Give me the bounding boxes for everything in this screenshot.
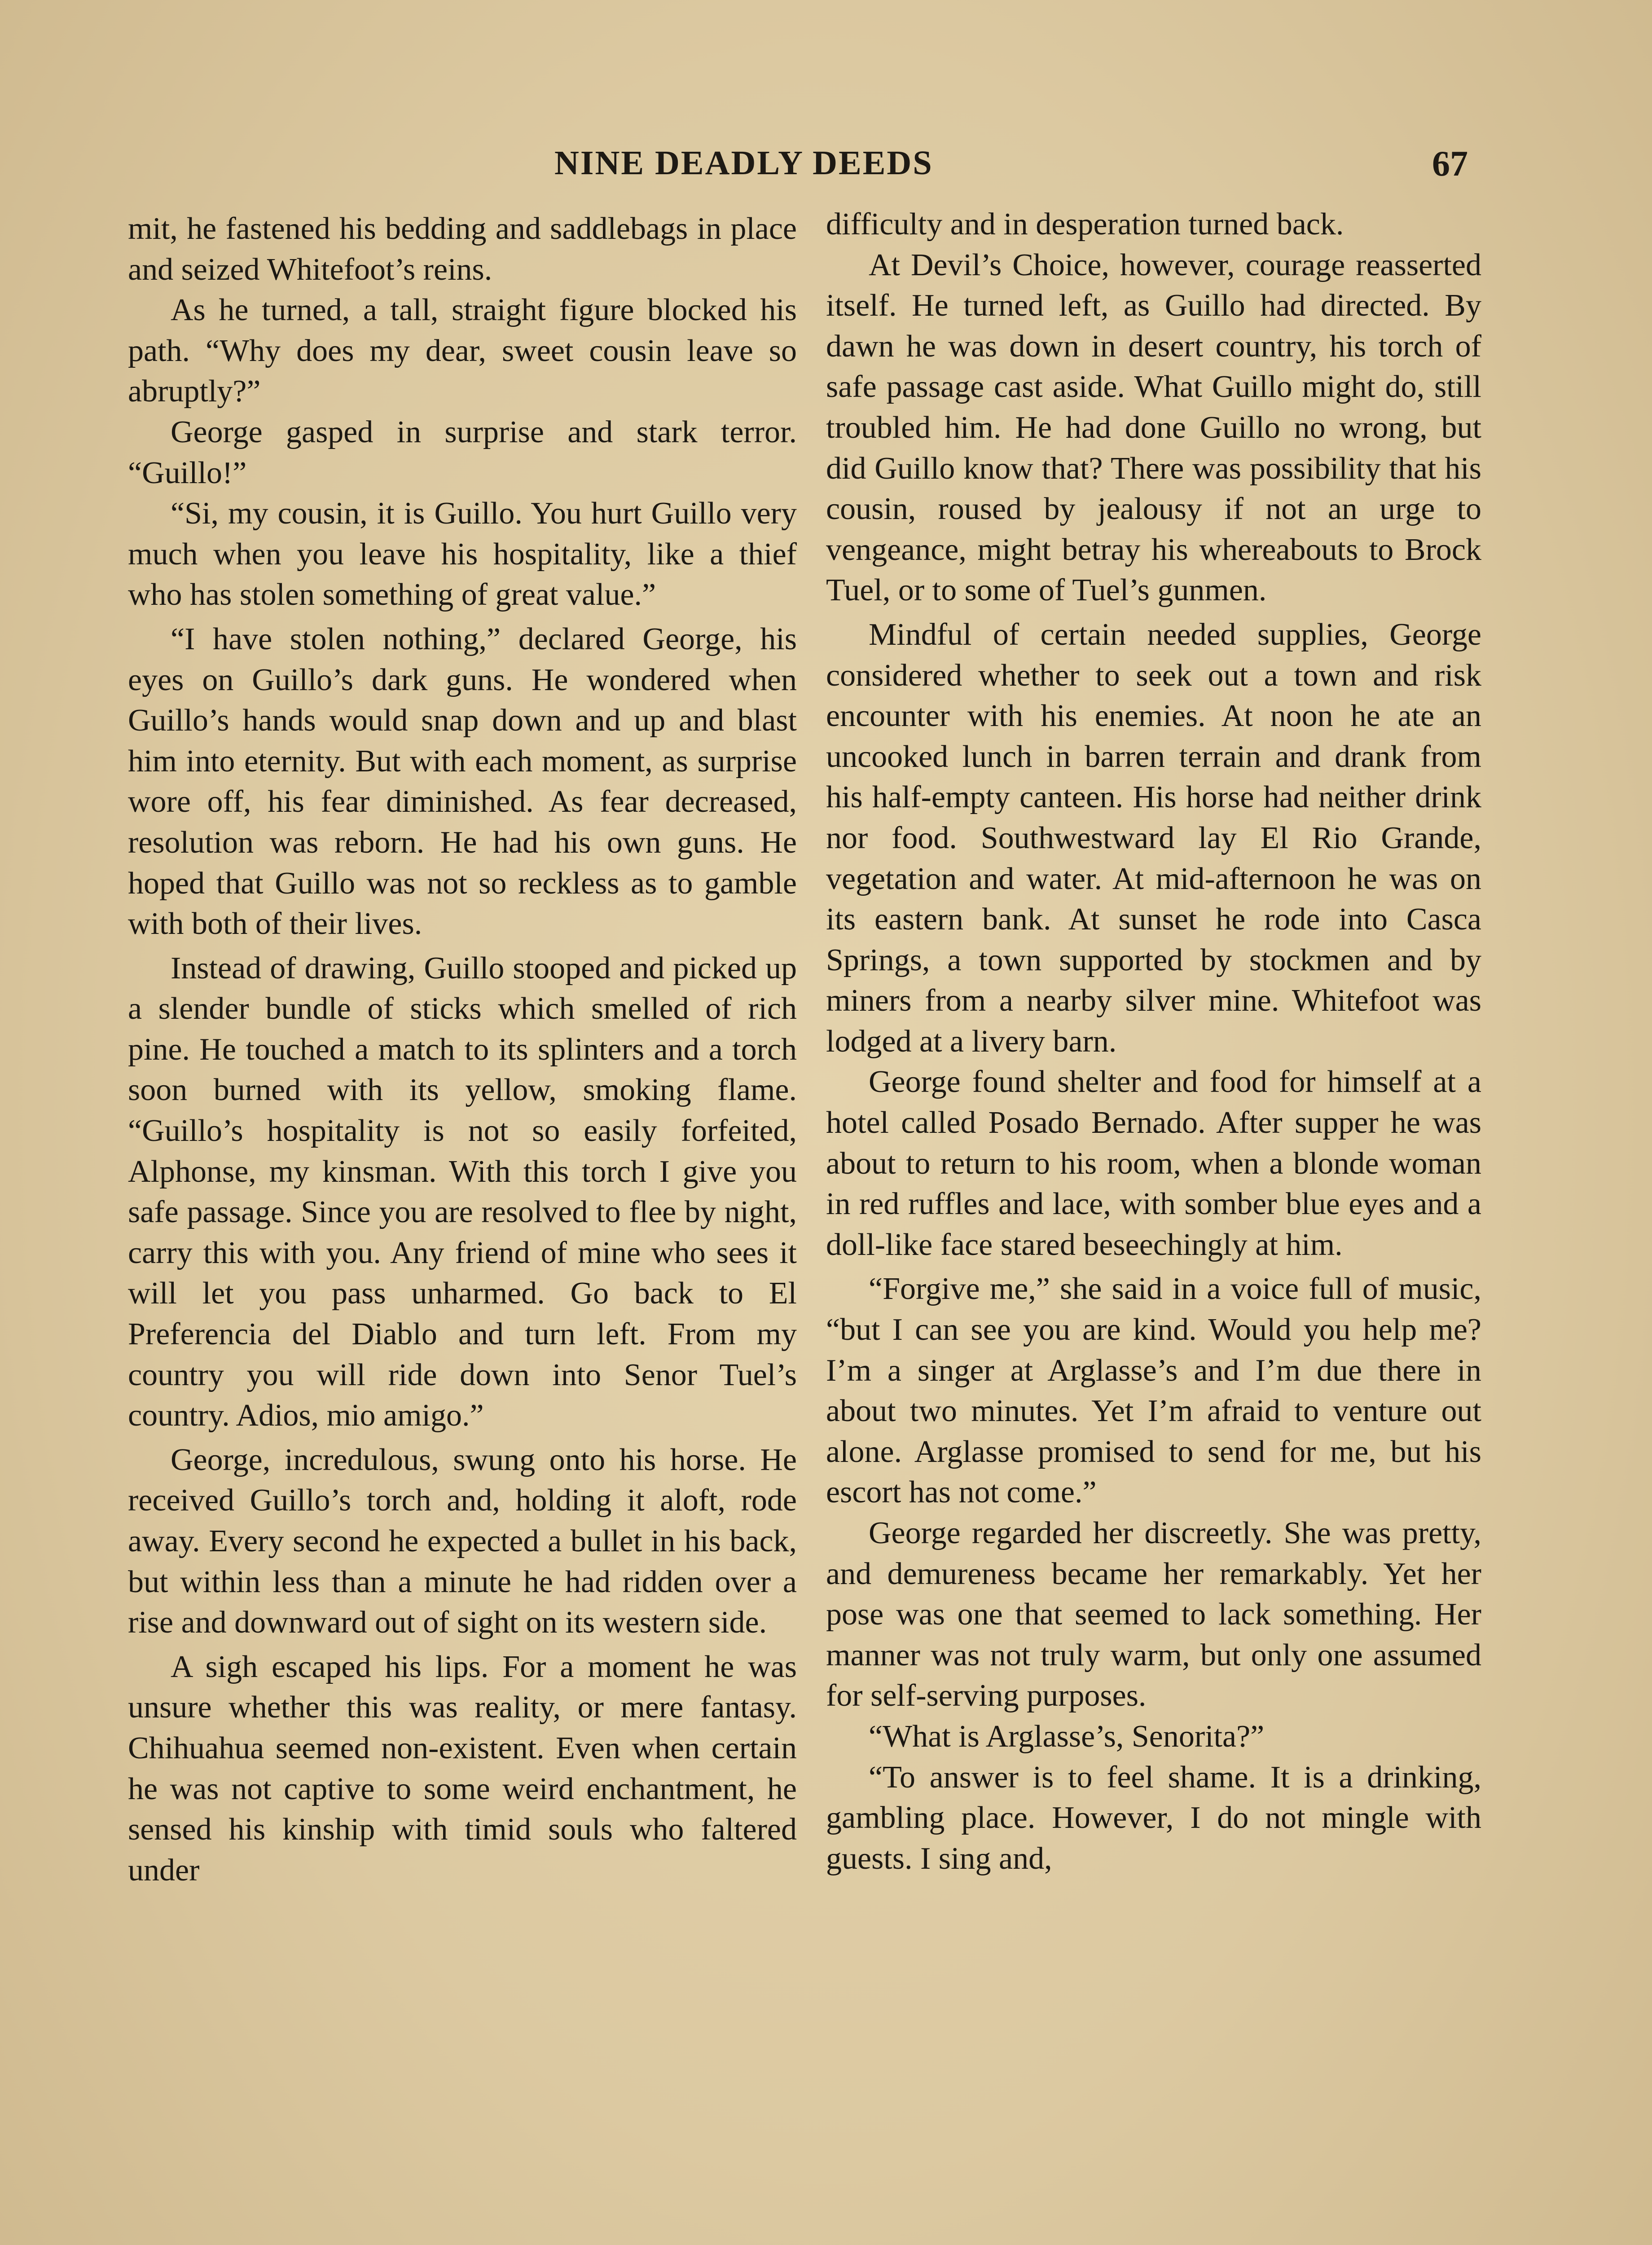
paragraph: “Si, my cousin, it is Guillo. You hurt Guillo very much when you leave his hospitality, like a thief who has stolen something of great value.” <box>128 496 797 612</box>
page-header <box>0 144 1652 198</box>
paragraph: George gasped in surprise and stark terror. “Guillo!” <box>128 414 797 490</box>
running-head: NINE DEADLY DEEDS <box>554 144 933 182</box>
paragraph: A sigh escaped his lips. For a moment he was unsure whether this was reality, or mere fantasy. Chihuahua seemed non-existent. Even when certain he was not captive to some weird enchantment, he sensed his kinship with timid souls who faltered under <box>128 1649 797 1888</box>
paragraph: difficulty and in desperation turned back. <box>826 207 1344 242</box>
paragraph: “What is Arglasse’s, Senorita?” <box>869 1719 1265 1754</box>
paragraph: As he turned, a tall, straight figure blocked his path. “Why does my dear, sweet cousin leave so abruptly?” <box>128 293 797 409</box>
paragraph: “To answer is to feel shame. It is a drinking, gambling place. However, I do not mingle with guests. I sing and, <box>826 1760 1481 1876</box>
paragraph: George regarded her discreetly. She was pretty, and demureness became her remarkably. Yet her pose was one that seemed to lack something. Her manner was not truly warm, but only one assumed for self-serving purposes. <box>826 1516 1481 1713</box>
right-text-column <box>826 204 1481 1879</box>
paragraph: “I have stolen nothing,” declared George, his eyes on Guillo’s dark guns. He wondered when Guillo’s hands would snap down and up and blast him into eternity. But with each moment, as surprise wore off, his fear diminished. As fear decreased, resolution was reborn. He had his own guns. He hoped that Guillo was not so reckless as to gamble with both of their lives. <box>128 621 797 942</box>
paragraph: George, incredulous, swung onto his horse. He received Guillo’s torch and, holding it aloft, rode away. Every second he expected a bullet in his back, but within less than a minute he had ridden over a rise and downward out of sight on its western side. <box>128 1442 797 1640</box>
left-text-column <box>128 209 797 1891</box>
paragraph: Instead of drawing, Guillo stooped and picked up a slender bundle of sticks which smelled of rich pine. He touched a match to its splinters and a torch soon burned with its yellow, smoking flame. “Guillo’s hospitality is not so easily forfeited, Alphonse, my kinsman. With this torch I give you safe passage. Since you are resolved to flee by night, carry this with you. Any friend of mine who sees it will let you pass unharmed. Go back to El Preferencia del Diablo and turn left. From my country you will ride down into Senor Tuel’s country. Adios, mio amigo.” <box>128 951 797 1433</box>
paragraph: “Forgive me,” she said in a voice full of music, “but I can see you are kind. Would you help me? I’m a singer at Arglasse’s and I’m due there in about two minutes. Yet I’m afraid to venture out alone. Arglasse promised to send for me, but his escort has not come.” <box>826 1272 1481 1510</box>
page-number: 67 <box>1432 144 1468 184</box>
paragraph: George found shelter and food for himself at a hotel called Posado Bernado. After supper he was about to return to his room, when a blonde woman in red ruffles and lace, with somber blue eyes and a doll-like face stared beseechingly at him. <box>826 1065 1481 1262</box>
paragraph: Mindful of certain needed supplies, George considered whether to seek out a town and risk encounter with his enemies. At noon he ate an uncooked lunch in barren terrain and drank from his half-empty canteen. His horse had neither drink nor food. Southwestward lay El Rio Grande, vegetation and water. At mid-afternoon he was on its eastern bank. At sunset he rode into Casca Springs, a town supported by stockmen and by miners from a nearby silver mine. Whitefoot was lodged at a livery barn. <box>826 617 1481 1059</box>
paragraph: At Devil’s Choice, however, courage reasserted itself. He turned left, as Guillo had directed. By dawn he was down in desert country, his torch of safe passage cast aside. What Guillo might do, still troubled him. He had done Guillo no wrong, but did Guillo know that? There was possibility that his cousin, roused by jealousy if not an urge to vengeance, might betray his whereabouts to Brock Tuel, or to some of Tuel’s gunmen. <box>826 247 1481 608</box>
paragraph: mit, he fastened his bedding and saddlebags in place and seized Whitefoot’s reins. <box>128 211 797 287</box>
